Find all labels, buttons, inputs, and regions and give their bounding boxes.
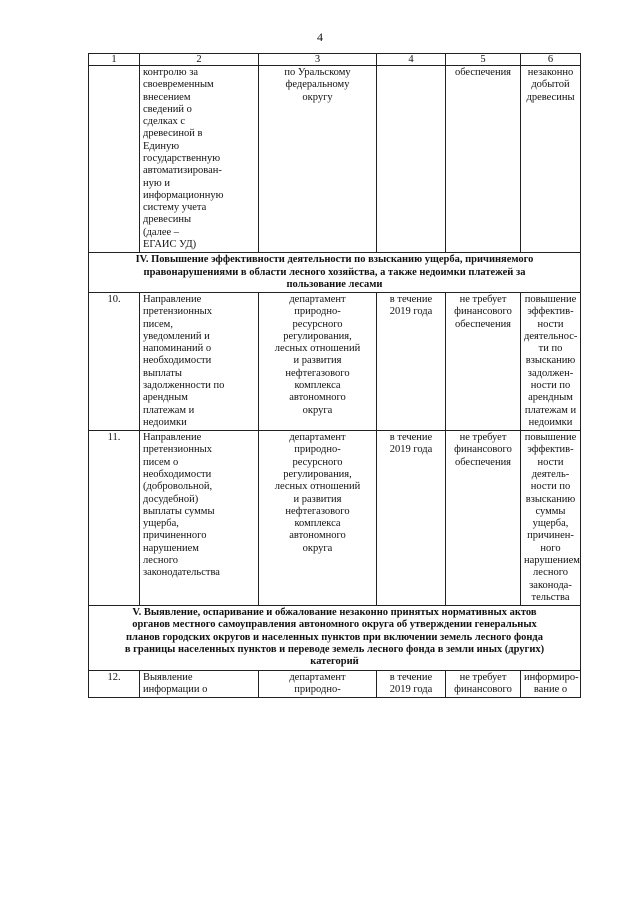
text-line: необходимости [143, 469, 212, 480]
text-line: писем о [143, 456, 179, 468]
text-line: автономного [289, 530, 346, 542]
text-line: суммы [535, 505, 566, 517]
funding-cell [446, 66, 521, 253]
text-line: нарушением [524, 554, 580, 566]
text-line: деятельнос- [524, 330, 578, 342]
text-line: претензионных [143, 306, 212, 318]
text-line: лесных отношений [274, 343, 361, 355]
table-row-12 [89, 670, 581, 698]
result-cell [521, 670, 581, 698]
text-line: взысканию [525, 355, 576, 367]
executor-cell [259, 431, 377, 606]
text-line: сведений о [143, 103, 192, 115]
text-line: Направление [143, 432, 202, 444]
text-line: (добровольной, [143, 481, 213, 493]
text-line: информиро- [524, 671, 579, 683]
text-line: причинен- [527, 530, 574, 542]
text-line: эффектив- [527, 306, 574, 318]
text-line: обеспечения [454, 456, 512, 468]
text-line: 2019 года [389, 306, 433, 318]
text-line: правонарушениями в области лесного хозяйства, а также недоимки платежей за [143, 266, 526, 278]
text-line: (далее – [143, 226, 180, 238]
text-line: сделках с [143, 116, 186, 128]
text-line: выплаты суммы [143, 505, 215, 517]
executor-cell [259, 66, 377, 253]
measures-table [88, 53, 581, 698]
text-line: департамент [289, 671, 346, 683]
text-line: повышение [524, 294, 577, 306]
text-line: претензионных [143, 444, 212, 456]
text-line: внесением [143, 91, 191, 103]
text-line: государственную [143, 152, 221, 164]
table-row-10 [89, 293, 581, 431]
text-line: лесного [143, 554, 178, 566]
text-line: 2019 года [389, 683, 433, 695]
text-line: систему учета [143, 202, 207, 214]
text-line: в течение [389, 671, 433, 683]
text-line: древесины [526, 91, 575, 103]
measure-cell [140, 66, 259, 253]
text-line: Выявление [143, 671, 193, 683]
column-number: 6 [521, 54, 581, 66]
executor-cell [259, 670, 377, 698]
section-4-title [89, 253, 581, 293]
text-line: финансового [454, 683, 512, 695]
text-line: необходимости [143, 355, 212, 367]
column-number: 4 [377, 54, 446, 66]
funding-cell [446, 670, 521, 698]
text-line: Направление [143, 294, 202, 306]
text-line: задолжен- [527, 367, 574, 379]
column-number: 5 [446, 54, 521, 66]
text-line: ущерба, [143, 518, 179, 530]
text-line: финансового [454, 306, 512, 318]
text-line: округа [302, 404, 333, 416]
deadline-cell [377, 293, 446, 431]
section-5-title [89, 606, 581, 670]
deadline-cell [377, 66, 446, 253]
text-line: финансового [454, 444, 512, 456]
executor-cell [259, 293, 377, 431]
text-line: древесиной в [143, 128, 203, 140]
text-line: природно- [294, 444, 341, 456]
text-line: незаконно [527, 67, 574, 78]
text-line: ности [537, 318, 564, 330]
page-number: 4 [317, 30, 323, 44]
row-number-cell: 10. [89, 293, 140, 431]
text-line: вание о [533, 683, 568, 695]
text-line: лесного [533, 567, 568, 579]
text-line: Единую [143, 140, 180, 152]
text-line: ную и [143, 177, 170, 189]
text-line: департамент [289, 294, 346, 306]
text-line: писем, [143, 318, 173, 330]
text-line: пользование лесами [286, 278, 383, 290]
text-line: регулирования, [283, 469, 352, 480]
text-line: ресурсного [292, 318, 343, 330]
text-line: задолженности по [143, 380, 225, 392]
text-line: по Уральскому [284, 67, 351, 78]
text-line: выплаты [143, 367, 182, 379]
text-line: досудебной) [143, 493, 199, 505]
text-line: повышение [524, 432, 577, 444]
text-line: ресурсного [292, 456, 343, 468]
text-line: автономного [289, 392, 346, 404]
measure-cell [140, 293, 259, 431]
text-line: платежам и [524, 404, 577, 416]
text-line: деятель- [531, 469, 570, 480]
table-row-11 [89, 431, 581, 606]
text-line: IV. Повышение эффективности деятельности по взысканию ущерба, причиняемого [135, 254, 534, 266]
section-heading-row [89, 606, 581, 670]
text-line: ущерба, [532, 518, 569, 530]
funding-cell [446, 431, 521, 606]
text-line: ти по [538, 343, 563, 355]
text-line: информации о [143, 683, 208, 695]
text-line: обеспечения [454, 67, 512, 78]
text-line: планов городских округов и населенных пунктов при включении земель лесного фонда [126, 631, 543, 643]
text-line: категорий [310, 656, 359, 668]
deadline-cell [377, 431, 446, 606]
text-line: контролю за [143, 67, 199, 78]
text-line: федеральному [285, 79, 350, 91]
text-line: не требует [459, 671, 507, 683]
deadline-cell [377, 670, 446, 698]
section-heading-row [89, 253, 581, 293]
column-number-row [89, 54, 581, 66]
text-line: не требует [459, 432, 507, 444]
text-line: арендным [528, 392, 573, 404]
text-line: округу [302, 91, 333, 103]
text-line: природно- [294, 306, 341, 318]
text-line: департамент [289, 432, 346, 444]
text-line: взысканию [525, 493, 576, 505]
measure-cell [140, 431, 259, 606]
text-line: автоматизирован- [143, 165, 222, 177]
text-line: обеспечения [454, 318, 512, 330]
text-line: тельства [531, 591, 570, 603]
text-line: регулирования, [283, 330, 352, 342]
text-line: нефтегазового [285, 505, 350, 517]
column-number: 1 [89, 54, 140, 66]
text-line: ности по [530, 481, 571, 493]
row-number-cell: 12. [89, 670, 140, 698]
text-line: уведомлений и [143, 330, 210, 342]
text-line: напоминаний о [143, 343, 212, 355]
text-line: и развития [293, 493, 342, 505]
text-line: 2019 года [389, 444, 433, 456]
result-cell [521, 66, 581, 253]
text-line: древесины [143, 214, 192, 226]
text-line: округа [302, 542, 333, 554]
text-line: платежам и [143, 404, 195, 416]
row-number-cell: 11. [89, 431, 140, 606]
text-line: эффектив- [527, 444, 574, 456]
text-line: недоимки [528, 416, 573, 428]
text-line: законодательства [143, 567, 220, 579]
text-line: природно- [294, 683, 341, 695]
text-line: причиненного [143, 530, 207, 542]
text-line: V. Выявление, оспаривание и обжалование незаконно принятых нормативных актов [132, 607, 537, 619]
measure-cell [140, 670, 259, 698]
text-line: недоимки [143, 416, 187, 428]
text-line: ности по [530, 380, 571, 392]
text-line: не требует [459, 294, 507, 306]
text-line: законода- [529, 579, 572, 591]
text-line: ЕГАИС УД) [143, 238, 197, 250]
result-cell [521, 431, 581, 606]
text-line: комплекса [294, 518, 341, 530]
text-line: ного [540, 542, 561, 554]
column-number: 3 [259, 54, 377, 66]
column-number: 2 [140, 54, 259, 66]
text-line: комплекса [294, 380, 341, 392]
text-line: добытой [531, 79, 570, 91]
text-line: в границы населенных пунктов и переводе земель лесного фонда в земли иных (других) [124, 643, 545, 655]
text-line: нарушением [143, 542, 199, 554]
text-line: лесных отношений [274, 481, 361, 493]
text-line: в течение [389, 432, 433, 444]
text-line: в течение [389, 294, 433, 306]
table-row-continued [89, 66, 581, 253]
text-line: органов местного самоуправления автономного округа об утверждении генеральных [132, 619, 537, 631]
text-line: арендным [143, 392, 188, 404]
text-line: ности [537, 456, 564, 468]
funding-cell [446, 293, 521, 431]
result-cell [521, 293, 581, 431]
text-line: информационную [143, 189, 224, 201]
text-line: нефтегазового [285, 367, 350, 379]
text-line: своевременным [143, 79, 214, 91]
row-number-cell [89, 66, 140, 253]
text-line: и развития [293, 355, 342, 367]
